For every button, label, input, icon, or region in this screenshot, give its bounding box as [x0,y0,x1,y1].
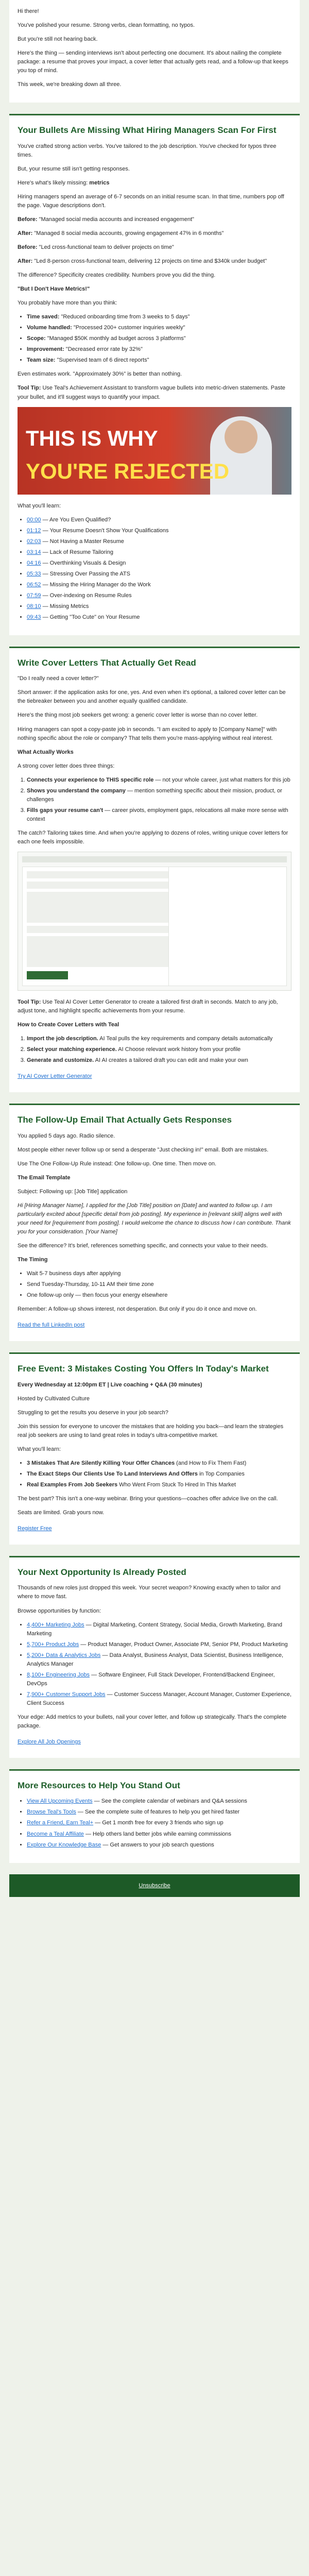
chapter-item [27,537,291,546]
text: Remember: A follow-up shows interest, not desperation. But only if you do it once and move on. [18,1306,257,1313]
chapter-link[interactable]: 07:59 [27,592,41,599]
text: Hiring managers can spot a copy-paste job in seconds. "I am excited to apply to [Company Name]" with nothing specific about the role or company? That tells them you're mass-applying without real interest. [18,726,277,741]
label: After: [18,230,33,236]
text: — Stressing Over Passing the ATS [41,570,130,577]
list-item [27,313,291,321]
cover-list [27,776,291,824]
text: — Missing the Hiring Manager do the Work [41,581,151,588]
job-category-link[interactable]: 8,100+ Engineering Jobs [27,1671,90,1678]
register-link[interactable]: Register Free [18,1526,52,1532]
video-title-line1: THIS IS WHY [26,426,158,450]
text: "Do I really need a cover letter?" [18,675,99,682]
text: "Led cross-functional team to deliver projects on time" [37,244,174,250]
chapter-item [27,527,291,535]
text: Here's the thing most job seekers get wrong: a generic cover letter is worse than no cover letter. [18,712,258,719]
timing-list [27,1269,291,1300]
video-title-line2: YOU'RE REJECTED [26,459,230,483]
event-section [9,1352,300,1545]
section-title: Your Bullets Are Missing What Hiring Managers Scan For First [18,125,277,135]
text: — career pivots, employment gaps, relocations all make more sense with context [27,807,288,822]
label: Team size: [27,357,56,364]
list-item [27,1481,291,1489]
list-item [27,356,291,365]
resource-link[interactable]: View All Upcoming Events [27,1798,93,1805]
generate-button [27,971,68,979]
form-field [27,882,172,889]
chapter-list [27,516,291,622]
text: — Overthinking Visuals & Design [41,560,126,566]
job-category-link[interactable]: 4,400+ Marketing Jobs [27,1621,84,1628]
text: — Get 1 month free for every 3 friends who sign up [93,1820,224,1826]
chapter-link[interactable]: 09:43 [27,614,41,621]
text: But, your resume still isn't getting responses. [18,165,130,172]
job-category-link[interactable]: 5,700+ Product Jobs [27,1641,79,1648]
list-item [27,1841,291,1850]
list-item [27,806,291,824]
list-item [27,1819,291,1827]
intro-p1: You've polished your resume. Strong verbs, clean formatting, no typos. [18,22,195,29]
form-field [27,892,172,923]
text: in Top Companies [197,1470,245,1477]
text: Browse opportunities by function: [18,1607,101,1614]
event-schedule [18,1381,291,1389]
text: — Get answers to your job search questions [101,1841,214,1848]
chapter-item [27,591,291,600]
text: — Data Analyst, Business Analyst, Data Scientist, Business Intelligence, Analytics Manager [27,1652,284,1667]
linkedin-post-link[interactable]: Read the full LinkedIn post [18,1322,85,1329]
chapter-item [27,570,291,579]
unsubscribe-link[interactable]: Unsubscribe [139,1882,170,1889]
greeting: Hi there! [18,8,39,14]
list-item: • Send Tuesday-Thursday, 10-11 AM their time zone [27,1280,291,1289]
subheading [18,748,291,757]
list-item: • Wait 5-7 business days after applying [27,1269,291,1278]
text: — mention something specific about their mission, product, or challenges [27,787,282,803]
text: See the difference? It's brief, references something specific, and connects your value to their needs. [18,1243,268,1249]
text: "Reduced onboarding time from 3 weeks to 5 days" [59,314,190,320]
label: Fills gaps your resume can't [27,807,104,814]
text: How to Create Cover Letters with Teal [18,1022,119,1028]
form-field [27,926,172,933]
list-item [27,1651,291,1669]
bullets-section [9,114,300,635]
text: — not your whole career, just what matters for this job [153,776,290,783]
text: — Product Manager, Product Owner, Associate PM, Senior PM, Product Marketing [79,1641,288,1648]
label: Select your matching experience. [27,1046,117,1053]
label: Real Examples From Job Seekers [27,1481,118,1488]
chapter-item [27,559,291,568]
text: — Customer Success Manager, Account Manager, Customer Experience, Client Success [27,1691,291,1706]
cover-letter-generator-screenshot [18,852,291,991]
before-example [18,243,291,252]
section-title: Your Next Opportunity Is Already Posted [18,1567,186,1578]
text: Even estimates work. "Approximately 30%" is better than nothing. [18,371,182,378]
text: Short answer: if the application asks for one, yes. And even when it's optional, a tailored cover letter can be the tiebreaker between you and another equally qualified candidate. [18,689,286,705]
list-item [27,1045,291,1054]
text: Every Wednesday at 12:00pm ET | Live coaching + Q&A (30 minutes) [18,1381,202,1388]
text: — Help others land better jobs while earning commissions [83,1831,232,1837]
label: Volume handled: [27,325,72,331]
list-item: • One follow-up only — then focus your energy elsewhere [27,1291,291,1300]
cover-letter-generator-link[interactable]: Try AI Cover Letter Generator [18,1073,92,1080]
list-item [27,1640,291,1649]
resource-link[interactable]: Refer a Friend, Earn Teal+ [27,1820,94,1826]
text: The Timing [18,1257,48,1263]
text: — Digital Marketing, Content Strategy, Social Media, Growth Marketing, Brand Marketing [27,1621,282,1637]
text: AI AI creates a tailored draft you can edit and make your own [94,1057,248,1064]
text: Hosted by Cultivated Culture [18,1395,90,1402]
text: — Your Resume Doesn't Show Your Qualifications [41,527,169,534]
label: Tool Tip: [18,999,41,1006]
chapter-link[interactable]: 02:03 [27,538,41,545]
cover-letter-section [9,647,300,1092]
list-item [27,1621,291,1638]
text: Seats are limited. Grab yours now. [18,1510,105,1516]
label: Before: [18,244,38,250]
app-toolbar [22,856,287,862]
text: Hi [Hiring Manager Name], I applied for the [Job Title] position on [Date] and wanted to follow up. I am particularly excited about [specific detail from job posting]. My experience in [relevant skill] aligns well with your need for [requirement from posting]. I would welcome the chance to discuss how I can contribute. Thank you for your consideration. [Your Name] [18,1202,291,1235]
text: You applied 5 days ago. Radio silence. [18,1132,115,1139]
list-item [27,1035,291,1043]
chapter-item [27,516,291,524]
text: What Actually Works [18,749,74,755]
intro-section [9,0,300,103]
after-example [18,229,291,238]
before-example [18,215,291,224]
text: "Managed social media accounts and increased engagement" [37,216,194,223]
text: — See the complete suite of features to help you get hired faster [76,1809,240,1816]
section-title: More Resources to Help You Stand Out [18,1781,180,1791]
subheading [18,1256,291,1264]
text: Hiring managers spend an average of 6-7 seconds on an initial resume scan. In that time, numbers pop off the page. Vague descriptions don't. [18,193,284,209]
resource-link[interactable]: Explore Our Knowledge Base [27,1841,101,1848]
subheading [18,1174,291,1182]
text: Your edge: Add metrics to your bullets, nail your cover letter, and follow up strategically. That's the complete package. [18,1714,287,1730]
text: (and How to Fix Them Fast) [175,1460,247,1466]
text: AI Teal pulls the key requirements and company details automatically [98,1036,273,1042]
list-item [27,1797,291,1806]
text: What you'll learn: [18,1446,61,1452]
job-list [27,1621,291,1708]
job-openings-section [9,1556,300,1758]
text: Thousands of new roles just dropped this week. Your secret weapon? Knowing exactly when to tailor and where to move fast. [18,1585,281,1600]
list-item [27,1690,291,1708]
text: Here's what's likely missing: [18,179,90,186]
text: "Managed 8 social media accounts, growing engagement 47% in 6 months" [32,230,224,236]
text: Most people either never follow up or send a desperate "Just checking in!" email. Both are mistakes. [18,1146,269,1153]
text: The catch? Tailoring takes time. And when you're applying to dozens of roles, writing unique cover letters for each one feels impossible. [18,829,288,845]
text: "Supervised team of 6 direct reports" [55,357,149,364]
chapter-link[interactable]: 03:14 [27,549,41,555]
text: You've crafted strong action verbs. You've tailored to the job description. You've checked for typos three times. [18,143,277,158]
follow-up-section [9,1104,300,1341]
list-item [27,334,291,343]
label: Shows you understand the company [27,787,126,794]
metric-list [27,313,291,365]
after-example [18,257,291,266]
text: AI Choose relevant work history from your profile [116,1046,241,1053]
tool-tip [18,384,291,401]
text: Join this session for everyone to uncover the mistakes that are holding you back—and learn the strategies real job seekers are using to land great roles in today's ultra-competitive market. [18,1423,284,1438]
section-title: Write Cover Letters That Actually Get Read [18,658,196,668]
section-title: The Follow-Up Email That Actually Gets Responses [18,1115,232,1125]
bottom-spacer [0,1897,309,1906]
video-thumbnail[interactable] [18,407,291,495]
label: Import the job description. [27,1036,98,1042]
text: — Getting "Too Cute" on Your Resume [41,614,140,621]
text [18,179,291,188]
resource-link[interactable]: Become a Teal Affiliate [27,1831,84,1837]
intro-p2: But you're still not hearing back. [18,36,98,43]
label: Time saved: [27,314,60,320]
email-template [18,1201,291,1236]
tool-tip [18,998,291,1015]
list-item [27,1056,291,1065]
text: Struggling to get the results you deserve in your job search? [18,1409,168,1416]
text: Subject: Following up: [Job Title] application [18,1188,128,1195]
steps-list [27,1035,291,1065]
subheading [18,1021,291,1029]
chapter-link[interactable]: 00:00 [27,516,41,523]
text: You probably have more than you think: [18,300,117,307]
text: — Missing Metrics [41,603,89,609]
text: Use The One Follow-Up Rule instead: One follow-up. One time. Then move on. [18,1160,217,1167]
intro-p3: Here's the thing — sending interviews isn't about perfecting one document. It's about nailing the complete package: a resume that proves your impact, a cover letter that actually gets read, and a follow-up that keeps you top of mind. [18,50,288,74]
chapter-link[interactable]: 05:33 [27,570,41,577]
label: After: [18,258,33,264]
text: "Decreased error rate by 32%" [64,346,143,353]
list-item [27,1808,291,1817]
resources-section [9,1769,300,1862]
text: "Managed $50K monthly ad budget across 3 platforms" [45,335,186,342]
text: — Are You Even Qualified? [41,516,111,523]
chapter-link[interactable]: 08:10 [27,603,41,609]
chapter-item [27,613,291,622]
preview-panel [168,867,287,986]
emphasis: metrics [89,179,110,186]
subheading [18,285,291,294]
text: "Led 8-person cross-functional team, delivering 12 projects on time and $340k under budget" [32,258,267,264]
label: Tool Tip: [18,385,41,392]
text: Use Teal's Achievement Assistant to transform vague bullets into metric-driven statements. Paste your bullet, and it'll suggest ways to quantify your impact. [18,385,285,400]
form-field [27,871,172,878]
editor-panel [22,867,177,986]
list-item [27,345,291,354]
chapter-item [27,581,291,589]
list-item [27,1671,291,1688]
text: The best part? This isn't a one-way webinar. Bring your questions—coaches offer advice live on the call. [18,1496,278,1502]
intro-p4: This week, we're breaking down all three. [18,81,122,88]
list-item [27,1830,291,1839]
list-item [27,776,291,785]
text: A strong cover letter does three things: [18,762,115,769]
list-item [27,1470,291,1479]
chapter-link[interactable]: 06:52 [27,581,41,588]
text: "Processed 200+ customer inquiries weekly" [72,325,185,331]
text: — Software Engineer, Full Stack Developer, Frontend/Backend Engineer, DevOps [27,1671,275,1687]
explore-jobs-link[interactable]: Explore All Job Openings [18,1739,81,1745]
resource-link[interactable]: Browse Teal's Tools [27,1809,76,1816]
form-field [27,936,172,967]
label: Scope: [27,335,46,342]
text: What you'll learn: [18,502,61,509]
chapter-link[interactable]: 01:12 [27,527,41,534]
text: "But I Don't Have Metrics!" [18,286,90,293]
event-list [27,1459,291,1489]
resources-list [27,1797,291,1849]
label: Before: [18,216,38,223]
chapter-item [27,548,291,557]
text: The difference? Specificity creates credibility. Numbers prove you did the thing. [18,272,216,279]
label: Improvement: [27,346,64,353]
chapter-link[interactable]: 04:16 [27,560,41,566]
text: The Email Template [18,1174,71,1181]
list-item [27,1459,291,1468]
text: — Not Having a Master Resume [41,538,124,545]
list-item [27,787,291,804]
footer [9,1874,300,1897]
text: — Lack of Resume Tailoring [41,549,113,555]
label: 3 Mistakes That Are Silently Killing Your Offer Chances [27,1460,175,1466]
text: Who Went From Stuck To Hired In This Market [117,1481,236,1488]
text: Use Teal AI Cover Letter Generator to create a tailored first draft in seconds. Match to any job, adjust tone, and highlight specific achievements from your resume. [18,999,278,1014]
chapter-item [27,602,291,611]
text: — See the complete calendar of webinars and Q&A sessions [92,1798,247,1805]
label: Connects your experience to THIS specific role [27,776,154,783]
job-category-link[interactable]: 7,900+ Customer Support Jobs [27,1691,106,1698]
section-title: Free Event: 3 Mistakes Costing You Offers In Today's Market [18,1364,269,1374]
list-item [27,324,291,332]
job-category-link[interactable]: 5,200+ Data & Analytics Jobs [27,1652,101,1658]
label: Generate and customize. [27,1057,94,1064]
label: The Exact Steps Our Clients Use To Land Interviews And Offers [27,1470,198,1477]
text: — Over-indexing on Resume Rules [41,592,132,599]
